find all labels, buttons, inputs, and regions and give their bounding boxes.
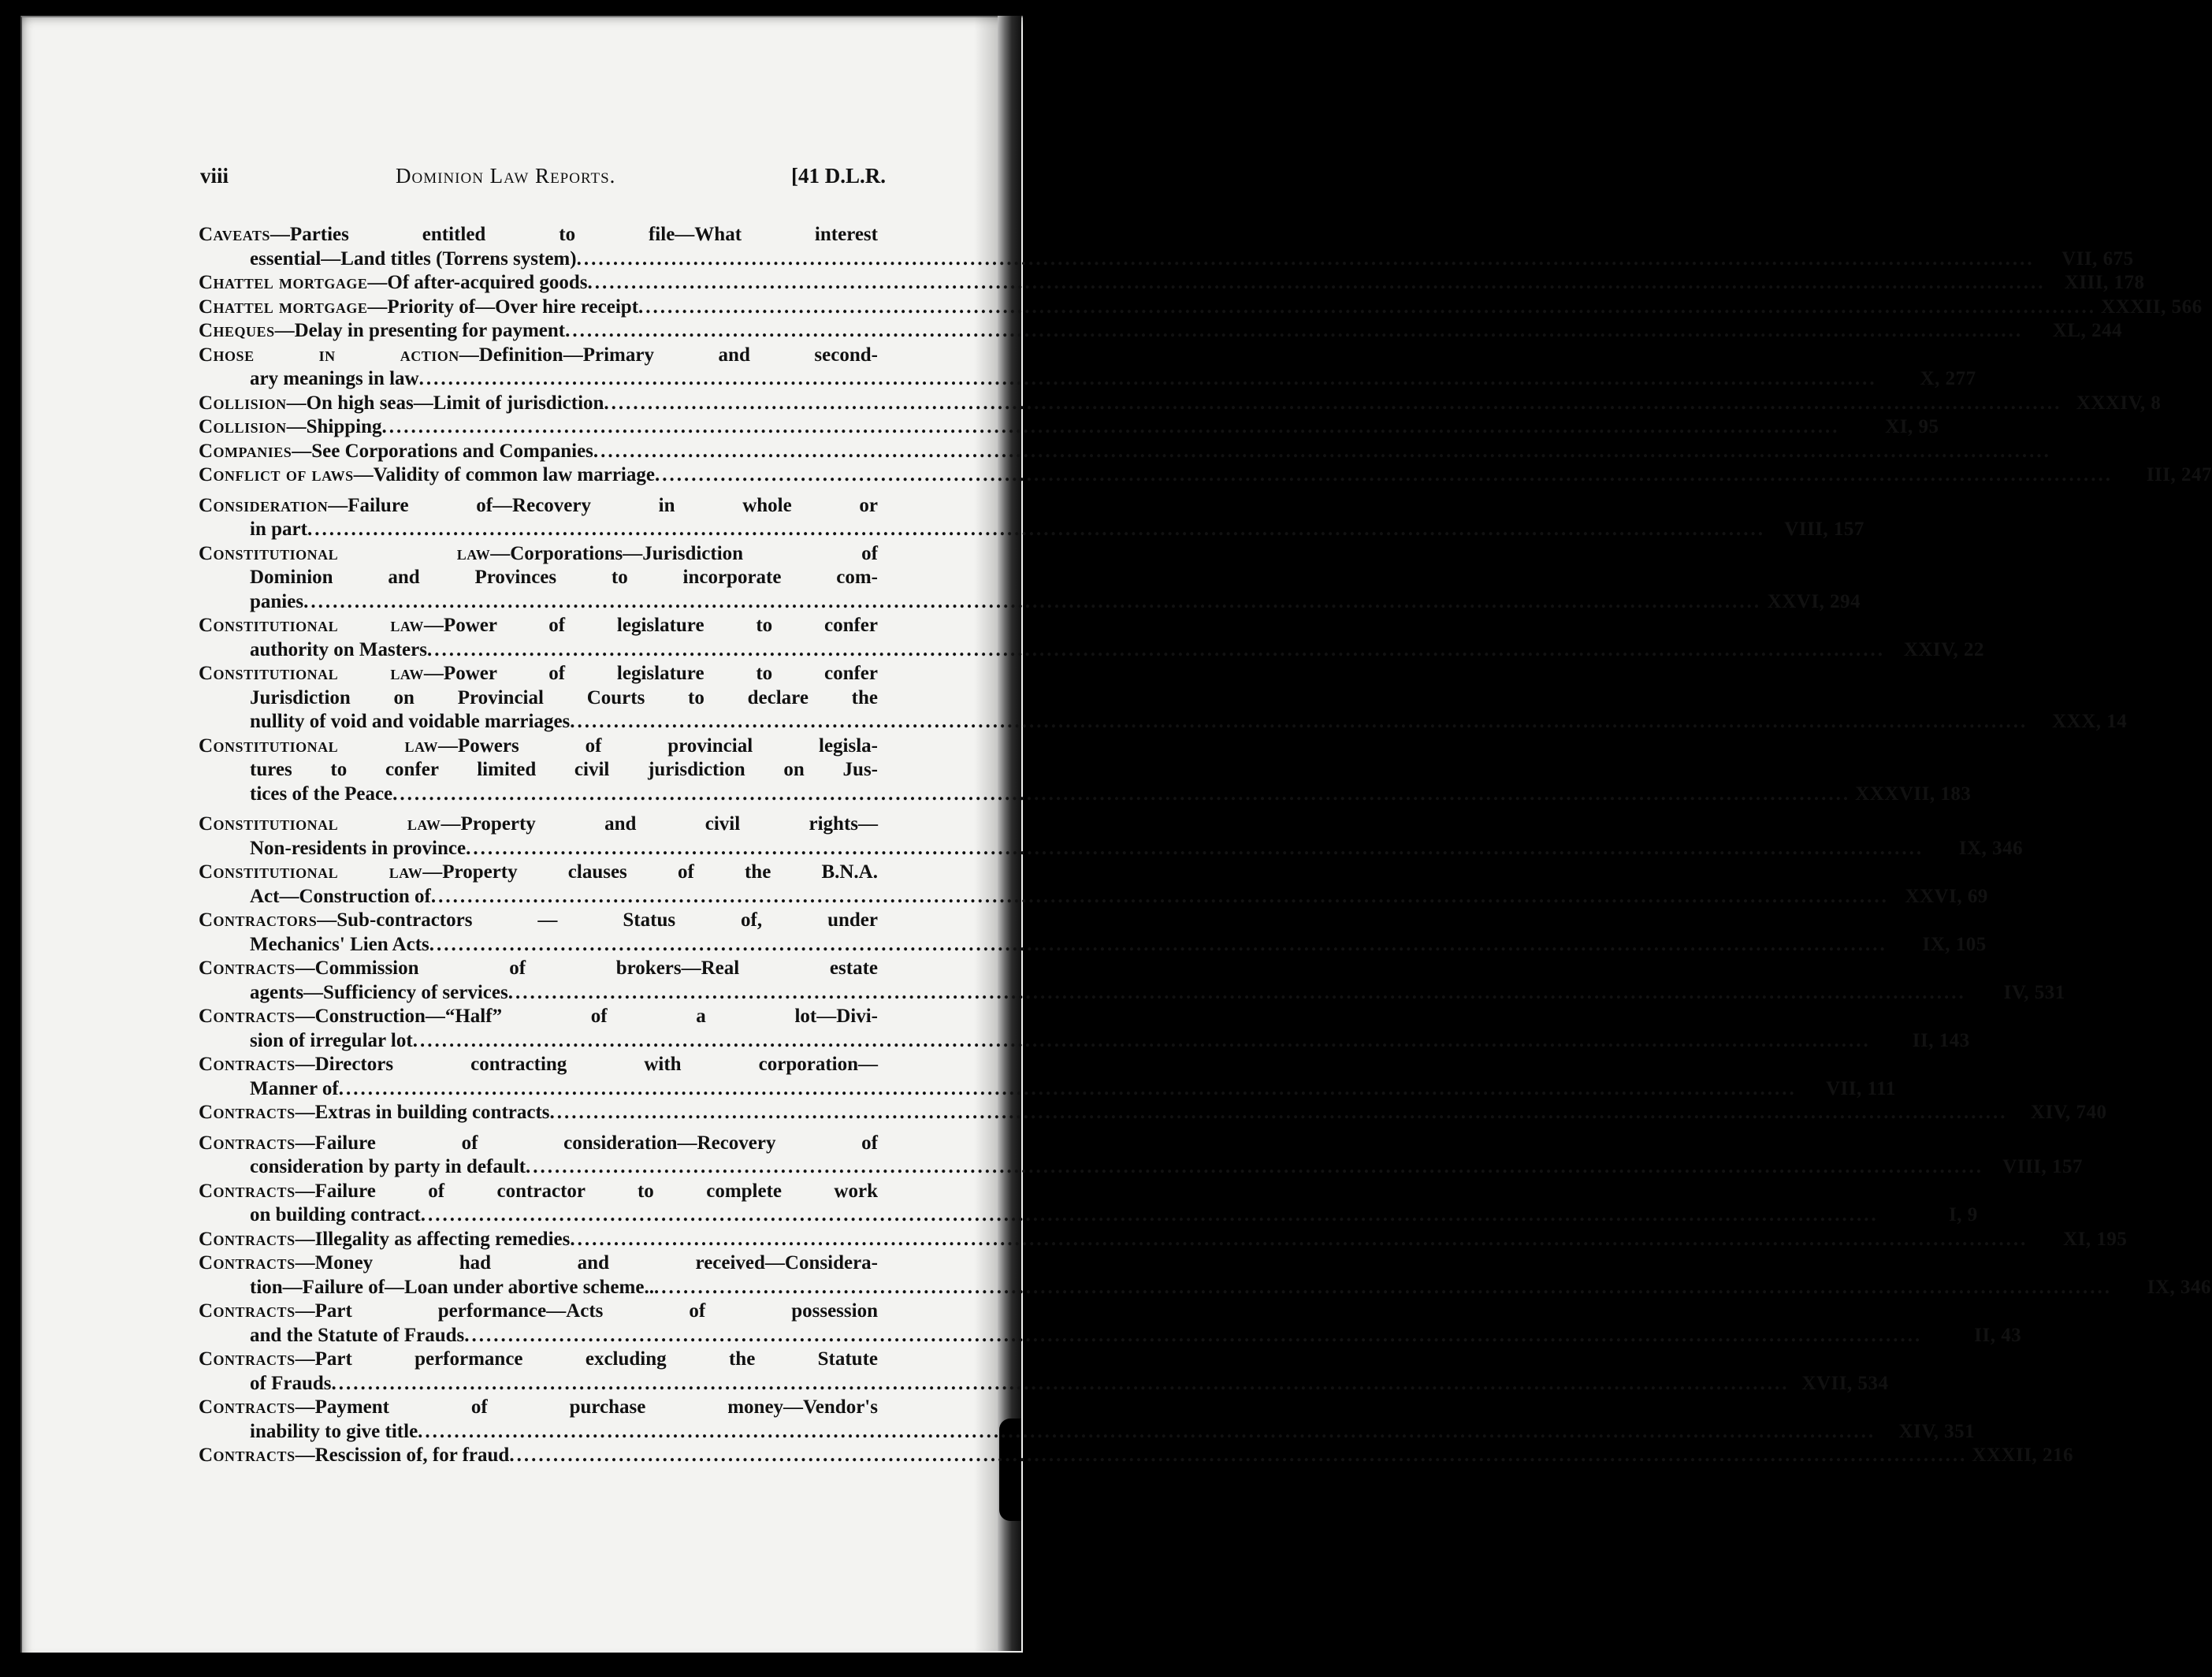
- entry-description: Mechanics' Lien Acts: [250, 933, 429, 955]
- dot-leader: [593, 440, 2051, 464]
- volume-page-citation: XIII, 178: [2064, 272, 2145, 293]
- index-entry: [199, 463, 2212, 488]
- entry-description: essential—Land titles (Torrens system): [250, 247, 577, 270]
- entry-line: [199, 344, 878, 368]
- dot-leader: [638, 296, 2096, 320]
- dot-leader: [526, 1155, 1983, 1180]
- entry-text: [199, 223, 878, 247]
- entry-text: [199, 1396, 878, 1420]
- volume-page-citation: III, 247: [2146, 464, 2212, 485]
- entry-text: [199, 662, 878, 686]
- entry-heading: Chattel mortgage: [199, 272, 368, 293]
- page-number: viii: [200, 164, 229, 188]
- entry-text: [199, 614, 878, 638]
- entry-text: [199, 1180, 878, 1204]
- entry-text: [250, 1372, 331, 1396]
- entry-heading: Caveats: [199, 224, 270, 245]
- entry-description: —Of after-acquired goods: [367, 272, 588, 293]
- entry-heading: Collision: [199, 416, 287, 437]
- entry-text: [250, 758, 878, 783]
- volume-page-citation: XXIV, 22: [1903, 638, 1984, 660]
- entry-heading: Contracts: [199, 1102, 296, 1123]
- index-entry: [199, 1396, 1976, 1444]
- entry-line: [199, 783, 1972, 807]
- entry-line: [199, 415, 1939, 440]
- entry-heading: Contracts: [199, 1445, 296, 1466]
- entry-description: Act—Construction of: [250, 885, 431, 907]
- entry-line: [199, 518, 1864, 542]
- entry-text: [250, 1276, 654, 1300]
- entry-heading: Contracts: [199, 1132, 296, 1154]
- entry-line: [199, 1372, 1889, 1396]
- entry-description: —Commission of brokers—Real estate: [295, 957, 878, 979]
- volume-page-citation: VIII, 157: [2002, 1156, 2084, 1177]
- entry-description: —Rescission of, for fraud: [295, 1445, 510, 1466]
- entry-text: [250, 247, 577, 272]
- index-entry: [199, 909, 1987, 957]
- entry-heading: Contracts: [199, 1054, 296, 1075]
- entry-spacer: [199, 488, 878, 494]
- entry-text: [199, 344, 878, 368]
- dot-leader: [508, 981, 1966, 1006]
- entry-line: [199, 734, 878, 759]
- entry-line: [199, 1420, 1976, 1445]
- volume-page-citation: XI, 195: [2063, 1228, 2128, 1250]
- entry-line: [199, 367, 1976, 392]
- entry-spacer: [199, 1125, 878, 1132]
- entry-description: —Property and civil rights—: [441, 813, 878, 835]
- dot-leader: [339, 1077, 1797, 1102]
- entry-heading: Constitutional law: [199, 861, 423, 883]
- entry-text: [199, 812, 878, 837]
- entry-heading: Chattel mortgage: [199, 296, 368, 318]
- index-entry: [199, 1444, 2073, 1468]
- index-entry: [199, 861, 1988, 909]
- entry-description: —Corporations—Jurisdiction of: [490, 542, 878, 564]
- entry-heading: Chose in action: [199, 344, 459, 366]
- entry-description: Non-residents in province: [250, 837, 467, 859]
- entry-text: [199, 1444, 509, 1468]
- entry-line: [199, 638, 1984, 663]
- entry-description: tures to confer limited civil jurisdiction on Jus-: [250, 759, 878, 780]
- entry-heading: Companies: [199, 440, 292, 462]
- running-header: [0, 164, 1059, 195]
- entry-line: [199, 885, 1988, 909]
- entry-description: —Part performance excluding the Statute: [295, 1348, 878, 1370]
- entry-heading: Cheques: [199, 320, 275, 341]
- entry-line: [199, 319, 2123, 344]
- entry-text: [199, 271, 588, 296]
- index-entry: [199, 1348, 1889, 1396]
- entry-heading: Contracts: [199, 1252, 296, 1274]
- index-entry: [199, 319, 2123, 344]
- dot-leader: [654, 1276, 2112, 1300]
- entry-text: [199, 463, 655, 488]
- entry-line: [199, 933, 1987, 957]
- volume-page-citation: XL, 244: [2052, 320, 2123, 341]
- entry-line: [199, 686, 878, 711]
- entry-text: [250, 1029, 413, 1054]
- index-entry: [199, 1300, 2022, 1348]
- entry-line: [199, 837, 2024, 861]
- index-entry: [199, 1053, 1896, 1101]
- entry-line: [199, 1029, 1970, 1054]
- entry-spacer: [199, 806, 878, 812]
- entry-line: [199, 1155, 2084, 1180]
- entry-line: [199, 1053, 878, 1077]
- entry-line: [199, 909, 878, 933]
- dot-leader: [509, 1444, 1967, 1468]
- entry-text: [250, 933, 429, 957]
- entry-description: —Priority of—Over hire receipt: [367, 296, 639, 318]
- entry-description: on building contract: [250, 1204, 421, 1225]
- dot-leader: [418, 1420, 1876, 1445]
- entry-text: [199, 1300, 878, 1324]
- entry-description: —Money had and received—Considera-: [295, 1252, 878, 1274]
- entry-text: [199, 415, 382, 440]
- dot-leader: [466, 837, 1924, 861]
- index-entry: [199, 662, 2128, 734]
- entry-description: sion of irregular lot: [250, 1029, 413, 1051]
- dot-leader: [577, 247, 2035, 272]
- entry-description: ary meanings in law: [250, 368, 419, 389]
- dot-leader: [427, 638, 1885, 663]
- entry-description: authority on Masters: [250, 638, 427, 660]
- entry-text: [250, 367, 419, 392]
- entry-text: [199, 440, 593, 464]
- volume-page-citation: XI, 95: [1885, 416, 1939, 437]
- entry-description: —Sub-contractors — Status of, under: [317, 909, 878, 931]
- index-entry: [199, 415, 1939, 440]
- entry-line: [199, 1005, 878, 1029]
- index-entry: [199, 614, 1984, 662]
- index-entry: [199, 542, 1861, 615]
- volume-page-citation: XXXII, 566: [2101, 296, 2203, 318]
- index-entry: [199, 1180, 1978, 1228]
- volume-page-citation: VII, 111: [1825, 1077, 1896, 1099]
- index-entry: [199, 1132, 2084, 1180]
- entry-text: [250, 590, 303, 615]
- entry-line: [199, 662, 878, 686]
- entry-line: [199, 1132, 878, 1156]
- entry-line: [199, 590, 1861, 615]
- entry-description: —Property clauses of the B.N.A.: [422, 861, 878, 883]
- entry-heading: Constitutional law: [199, 813, 441, 835]
- entry-heading: Constitutional law: [199, 734, 438, 757]
- entry-line: [199, 1228, 2128, 1252]
- entry-description: —On high seas—Limit of jurisdiction: [286, 392, 604, 414]
- volume-page-citation: IX, 346: [1958, 837, 2024, 859]
- entry-heading: Contractors: [199, 909, 318, 931]
- entry-line: [199, 957, 878, 981]
- entry-line: [199, 981, 2065, 1006]
- index-entry: [199, 344, 1976, 392]
- entry-description: —Part performance—Acts of possession: [295, 1300, 878, 1322]
- entry-heading: Consideration: [199, 494, 329, 516]
- entry-heading: Constitutional law: [199, 663, 424, 684]
- entry-text: [250, 710, 570, 734]
- entry-description: —Failure of consideration—Recovery of: [295, 1132, 878, 1154]
- entry-text: [199, 296, 638, 320]
- entry-line: [199, 861, 878, 885]
- entry-line: [199, 1101, 2107, 1125]
- index-entry: [199, 440, 878, 464]
- entry-text: [199, 1053, 878, 1077]
- dot-leader: [331, 1372, 1789, 1396]
- volume-page-citation: IX, 346: [2147, 1276, 2211, 1298]
- volume-page-citation: XIV, 351: [1898, 1420, 1976, 1442]
- entry-line: [199, 296, 2203, 320]
- entry-description: —Failure of—Recovery in whole or: [328, 494, 878, 516]
- entry-description: —Parties entitled to file—What interest: [270, 224, 878, 245]
- entry-description: —Powers of provincial legisla-: [437, 734, 878, 757]
- entry-line: [199, 1444, 2073, 1468]
- entry-text: [250, 1203, 421, 1228]
- entry-line: [199, 1180, 878, 1204]
- volume-reference: [41 D.L.R.: [791, 164, 886, 188]
- index-entry-list: [199, 223, 2212, 1468]
- volume-page-citation: I, 9: [1948, 1204, 1978, 1225]
- dot-leader: [303, 590, 1761, 615]
- entry-description: consideration by party in default: [250, 1156, 526, 1177]
- entry-description: nullity of void and voidable marriages: [250, 711, 571, 732]
- entry-line: [199, 1203, 1978, 1228]
- index-entry: [199, 957, 2065, 1005]
- index-entry: [199, 271, 2145, 296]
- entry-description: —Failure of contractor to complete work: [295, 1180, 878, 1202]
- entry-description: Jurisdiction on Provincial Courts to declare the: [250, 686, 878, 708]
- entry-heading: Collision: [199, 392, 287, 414]
- entry-description: tices of the Peace: [250, 783, 393, 805]
- entry-line: [199, 1251, 878, 1276]
- entry-heading: Constitutional law: [199, 615, 424, 636]
- entry-text: [250, 1077, 339, 1102]
- entry-description: Manner of: [250, 1077, 339, 1099]
- volume-page-citation: XXXVII, 183: [1855, 783, 1972, 805]
- entry-line: [199, 463, 2212, 488]
- entry-heading: Contracts: [199, 1180, 296, 1202]
- volume-page-citation: II, 43: [1974, 1324, 2022, 1346]
- entry-description: panies: [250, 590, 304, 612]
- dot-leader: [382, 415, 1840, 440]
- volume-page-citation: X, 277: [1920, 368, 1976, 389]
- entry-text: [199, 957, 878, 981]
- entry-description: inability to give title: [250, 1420, 418, 1442]
- index-entry: [199, 1005, 1970, 1053]
- volume-page-citation: VIII, 157: [1784, 519, 1864, 540]
- entry-line: [199, 566, 878, 590]
- dot-leader: [550, 1101, 2008, 1125]
- entry-text: [199, 1228, 570, 1252]
- entry-heading: Contracts: [199, 957, 296, 979]
- index-entry: [199, 223, 2134, 271]
- entry-description: —See Corporations and Companies: [292, 440, 593, 462]
- entry-text: [199, 1348, 878, 1372]
- entry-text: [199, 542, 878, 567]
- index-entry: [199, 734, 1972, 807]
- entry-heading: Constitutional law: [199, 542, 491, 564]
- entry-description: —Definition—Primary and second-: [459, 344, 878, 366]
- entry-line: [199, 1324, 2022, 1348]
- entry-description: agents—Sufficiency of services: [250, 981, 508, 1003]
- entry-description: —Validity of common law marriage: [353, 464, 655, 485]
- volume-page-citation: XXVI, 294: [1767, 590, 1861, 612]
- dot-leader: [464, 1324, 1922, 1348]
- index-entry: [199, 1251, 2211, 1300]
- entry-description: —Construction—“Half” of a lot—Divi-: [295, 1006, 878, 1027]
- entry-text: [250, 837, 466, 861]
- running-title: Dominion Law Reports.: [396, 164, 616, 188]
- dot-leader: [570, 1228, 2028, 1252]
- entry-description: in part: [250, 519, 307, 540]
- entry-text: [199, 734, 878, 759]
- entry-text: [199, 1101, 550, 1125]
- entry-line: [199, 1300, 878, 1324]
- index-entry: [199, 296, 2203, 320]
- entry-text: [250, 1155, 526, 1180]
- entry-heading: Conflict of laws: [199, 464, 354, 485]
- dot-leader: [565, 319, 2023, 344]
- index-entry: [199, 812, 2024, 861]
- entry-text: [199, 909, 878, 933]
- entry-description: tion—Failure of—Loan under abortive scheme..: [250, 1276, 654, 1298]
- entry-line: [199, 247, 2134, 272]
- dot-leader: [429, 933, 1887, 957]
- volume-page-citation: XIV, 740: [2030, 1102, 2107, 1123]
- index-entry: [199, 1228, 2128, 1252]
- volume-page-citation: VII, 675: [2061, 247, 2134, 270]
- dot-leader: [570, 710, 2028, 734]
- entry-description: —Illegality as affecting remedies: [295, 1228, 571, 1250]
- entry-text: [199, 861, 878, 885]
- entry-description: and the Statute of Frauds: [250, 1324, 465, 1346]
- entry-text: [199, 1251, 878, 1276]
- entry-line: [199, 710, 2128, 734]
- entry-line: [199, 1348, 878, 1372]
- entry-text: [250, 885, 431, 909]
- volume-page-citation: XVII, 534: [1801, 1372, 1889, 1394]
- entry-heading: Contracts: [199, 1228, 296, 1250]
- entry-text: [199, 1005, 878, 1029]
- index-entry: [199, 1101, 2107, 1125]
- dot-leader: [392, 783, 1850, 807]
- entry-line: [199, 542, 878, 567]
- entry-text: [199, 494, 878, 519]
- dot-leader: [307, 518, 1765, 542]
- entry-line: [199, 271, 2145, 296]
- volume-page-citation: IX, 105: [1922, 933, 1987, 955]
- entry-text: [199, 392, 604, 416]
- entry-line: [199, 1077, 1896, 1102]
- dot-leader: [419, 367, 1877, 392]
- entry-line: [199, 812, 878, 837]
- entry-heading: Contracts: [199, 1396, 296, 1418]
- entry-description: —Power of legislature to confer: [423, 663, 879, 684]
- entry-text: [250, 1324, 464, 1348]
- entry-line: [199, 392, 2162, 416]
- volume-page-citation: XXX, 14: [2052, 711, 2128, 732]
- entry-text: [250, 1420, 418, 1445]
- entry-heading: Contracts: [199, 1300, 296, 1322]
- dot-leader: [604, 392, 2061, 416]
- entry-heading: Contracts: [199, 1006, 296, 1027]
- entry-description: —Directors contracting with corporation—: [295, 1054, 878, 1075]
- entry-line: [199, 614, 878, 638]
- entry-text: [199, 1132, 878, 1156]
- entry-line: [199, 223, 878, 247]
- entry-description: —Power of legislature to confer: [423, 615, 879, 636]
- volume-page-citation: XXXII, 216: [1972, 1445, 2073, 1466]
- entry-text: [250, 783, 392, 807]
- entry-text: [250, 566, 878, 590]
- volume-page-citation: XXXIV, 8: [2076, 392, 2162, 414]
- entry-text: [250, 981, 508, 1006]
- entry-heading: Contracts: [199, 1348, 296, 1370]
- volume-page-citation: XXVI, 69: [1905, 885, 1988, 907]
- dot-leader: [421, 1203, 1879, 1228]
- entry-line: [199, 758, 878, 783]
- entry-line: [199, 1396, 878, 1420]
- dot-leader: [431, 885, 1889, 909]
- dot-leader: [655, 463, 2113, 488]
- dot-leader: [413, 1029, 1871, 1054]
- entry-description: Dominion and Provinces to incorporate com-: [250, 567, 878, 588]
- entry-description: —Extras in building contracts: [295, 1102, 550, 1123]
- dot-leader: [588, 271, 2046, 296]
- entry-line: [199, 1276, 2211, 1300]
- entry-description: of Frauds: [250, 1372, 332, 1394]
- entry-description: —Payment of purchase money—Vendor's: [295, 1396, 878, 1418]
- entry-text: [199, 319, 565, 344]
- volume-page-citation: IV, 531: [2003, 981, 2065, 1003]
- index-entry: [199, 392, 2162, 416]
- entry-line: [199, 494, 878, 519]
- entry-text: [250, 686, 878, 711]
- entry-text: [250, 518, 307, 542]
- entry-description: —Delay in presenting for payment: [274, 320, 566, 341]
- entry-text: [250, 638, 427, 663]
- entry-line: [199, 440, 878, 464]
- index-entry: [199, 494, 1864, 542]
- entry-description: —Shipping: [286, 416, 382, 437]
- volume-page-citation: II, 143: [1912, 1029, 1970, 1051]
